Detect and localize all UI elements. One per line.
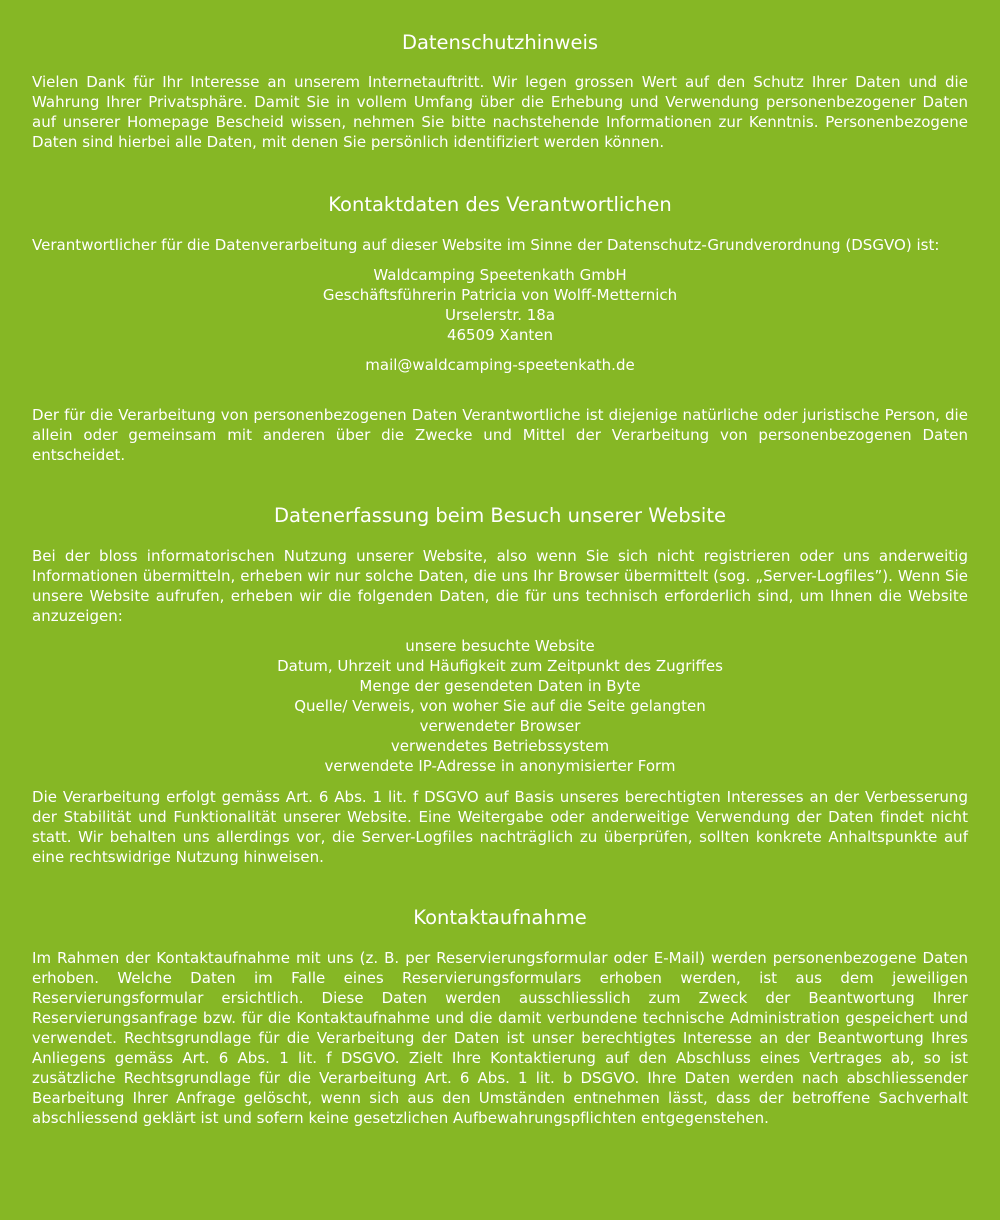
controller-definition-text: Der für die Verarbeitung von personenbezogenen Daten Verantwortliche ist diejenige natürliche oder juristische Person, die allein oder gemeinsam mit anderen über die Zwecke und Mittel der Verarbeitung von personenbezogenen Daten entscheidet.: [32, 406, 968, 464]
data-collection-legal-text: Die Verarbeitung erfolgt gemäss Art. 6 Abs. 1 lit. f DSGVO auf Basis unseres berechtigten Interesses an der Verbesserung der Stabilität und Funktionalität unserer Website. Eine Weitergabe oder anderweitige Verwendung der Daten findet nicht statt. Wir behalten uns allerdings vor, die Server-Logfiles nachträglich zu überprüfen, sollten konkrete Anhaltspunkte auf eine rechtswidrige Nutzung hinweisen.: [32, 788, 968, 866]
data-collection-intro: Bei der bloss informatorischen Nutzung unserer Website, also wenn Sie sich nicht registrieren oder uns anderweitig Informationen übermitteln, erheben wir nur solche Daten, die uns Ihr Browser übermittelt (sog. „Server-Logfiles”). Wenn Sie unsere Website aufrufen, erheben wir die folgenden Daten, die für uns technisch erforderlich sind, um Ihnen die Website anzuzeigen:: [32, 547, 968, 625]
list-item: verwendete IP-Adresse in anonymisierter Form: [324, 757, 676, 775]
collected-data-list: [32, 636, 968, 776]
company-name: Waldcamping Speetenkath GmbH: [373, 266, 627, 284]
controller-address: [32, 265, 968, 375]
list-item: unsere besuchte Website: [405, 637, 595, 655]
list-item: verwendetes Betriebssystem: [390, 737, 610, 755]
street-address: Urselerstr. 18a: [444, 306, 556, 324]
privacy-notice-heading: Datenschutzhinweis: [401, 31, 599, 54]
postal-city: 46509 Xanten: [446, 326, 554, 344]
list-item: verwendeter Browser: [419, 717, 581, 735]
controller-heading: Kontaktdaten des Verantwortlichen: [328, 193, 672, 216]
list-item: Quelle/ Verweis, von woher Sie auf die Seite gelangten: [294, 697, 706, 715]
list-item: Datum, Uhrzeit und Häufigkeit zum Zeitpunkt des Zugriffes: [277, 657, 723, 675]
list-item: Menge der gesendeten Daten in Byte: [359, 677, 641, 695]
privacy-notice-text: Vielen Dank für Ihr Interesse an unserem Internetauftritt. Wir legen grossen Wert auf den Schutz Ihrer Daten und die Wahrung Ihrer Privatsphäre. Damit Sie in vollem Umfang über die Erhebung und Verwendung personenbezogener Daten auf unserer Homepage Bescheid wissen, nehmen Sie bitte nachstehende Informationen zur Kenntnis. Personenbezogene Daten sind hierbei alle Daten, mit denen Sie persönlich identifiziert werden können.: [32, 73, 968, 151]
managing-director: Geschäftsführerin Patricia von Wolff-Metternich: [322, 286, 678, 304]
contact-email-link[interactable]: mail@waldcamping-speetenkath.de: [365, 356, 635, 374]
data-collection-heading: Datenerfassung beim Besuch unserer Website: [274, 504, 726, 527]
contact-text: Im Rahmen der Kontaktaufnahme mit uns (z. B. per Reservierungsformular oder E-Mail) werden personenbezogene Daten erhoben. Welche Daten im Falle eines Reservierungsformulars erhoben werden, ist aus dem jeweiligen Reservierungsformular ersichtlich. Diese Daten werden ausschliesslich zum Zweck der Beantwortung Ihrer Reservierungsanfrage bzw. für die Kontaktaufnahme und die damit verbundene technische Administration gespeichert und verwendet. Rechtsgrundlage für die Verarbeitung der Daten ist unser berechtigtes Interesse an der Beantwortung Ihres Anliegens gemäss Art. 6 Abs. 1 lit. f DSGVO. Zielt Ihre Kontaktierung auf den Abschluss eines Vertrages ab, so ist zusätzliche Rechtsgrundlage für die Verarbeitung Art. 6 Abs. 1 lit. b DSGVO. Ihre Daten werden nach abschliessender Bearbeitung Ihrer Anfrage gelöscht, wenn sich aus den Umständen entnehmen lässt, dass der betroffene Sachverhalt abschliessend geklärt ist und sofern keine gesetzlichen Aufbewahrungspflichten entgegenstehen.: [32, 949, 968, 1127]
controller-intro-text: Verantwortlicher für die Datenverarbeitung auf dieser Website im Sinne der Datenschutz-Grundverordnung (DSGVO) ist:: [32, 236, 940, 254]
contact-heading: Kontaktaufnahme: [413, 906, 587, 929]
